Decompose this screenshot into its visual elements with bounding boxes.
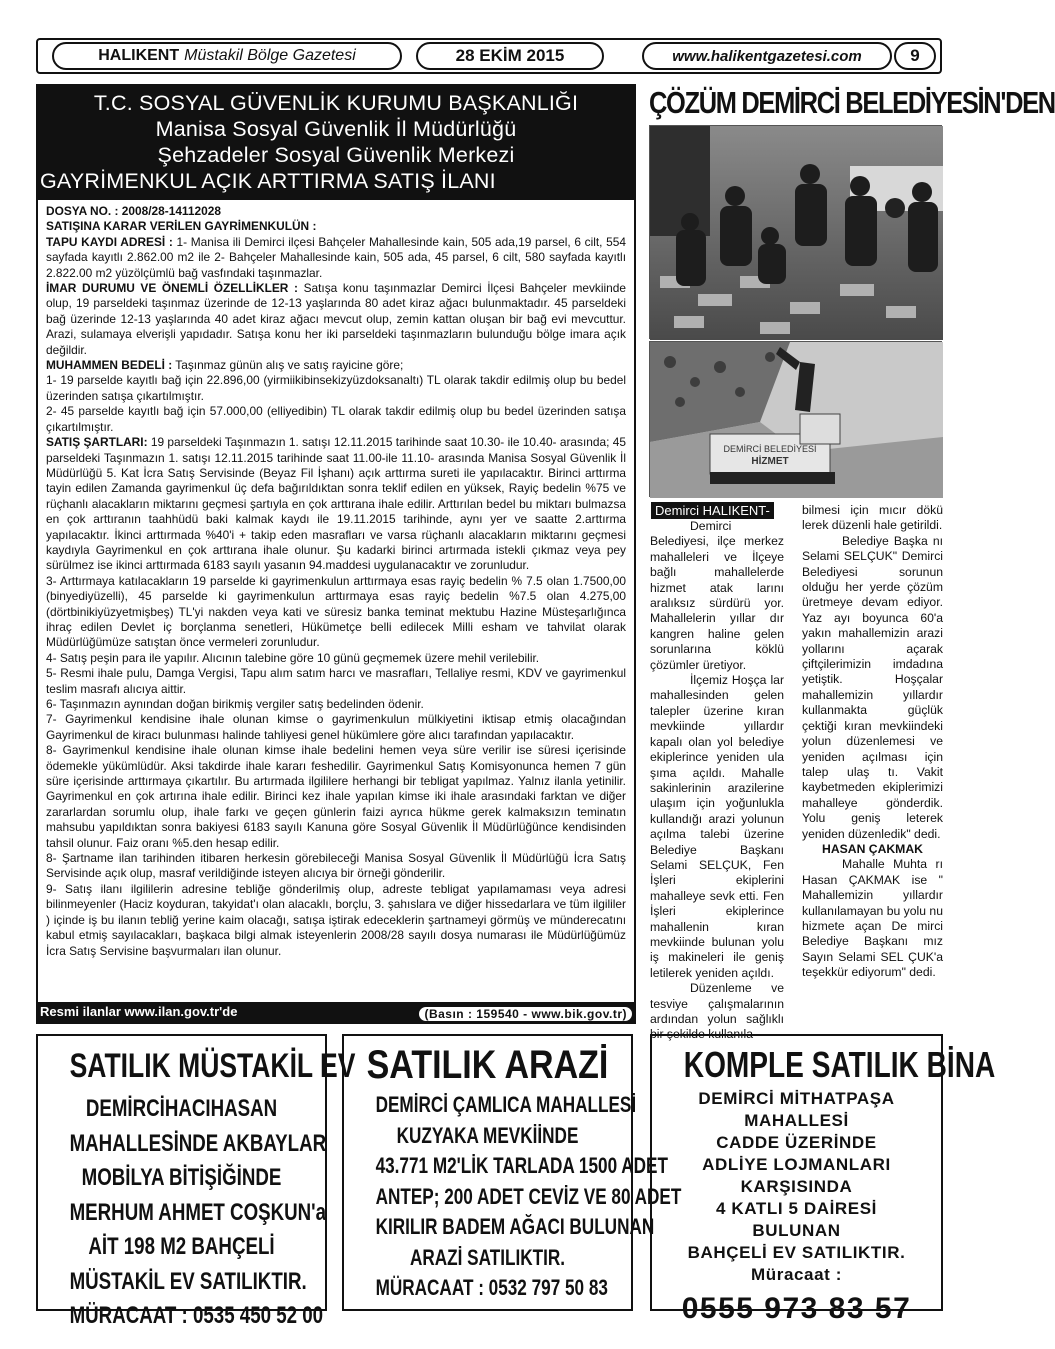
title-line-4: GAYRİMENKUL AÇIK ARTTIRMA SATIŞ İLANI	[40, 169, 496, 193]
ad-line: MERHUM AHMET COŞKUN'a	[69, 1198, 327, 1226]
ad-line: DEMİRCİHACIHASAN	[85, 1095, 278, 1122]
ad-line: Müracaat :	[750, 1265, 843, 1284]
excavator-photo-image	[650, 342, 943, 498]
excavator-sign-2: HİZMET	[751, 456, 789, 467]
ad-house-for-sale	[36, 1034, 356, 1329]
ad-line: ADLİYE LOJMANLARI	[702, 1155, 891, 1174]
condition-item: 8- Şartname ilan tarihinden itibaren herkesin görebileceği Manisa Sosyal Güvenlik İl Müdürlüğü İcra Satış Servisinde açık olup, masraf verildiğinde isteyen alıcıya bir örneği gönderilir.	[46, 851, 626, 881]
news-subheading: HASAN ÇAKMAK	[822, 841, 923, 856]
title-line-1: T.C. SOSYAL GÜVENLİK KURUMU BAŞKANLIĞI	[93, 91, 579, 115]
resmi-ilan-link[interactable]: Resmi ilanlar www.ilan.gov.tr'de	[40, 1004, 238, 1019]
paper-name: HALIKENT	[98, 47, 180, 64]
condition-item: 5- Resmi ihale pulu, Damga Vergisi, Tapu alım satım harcı ve masrafları, Tellaliye resmi, KDV ve gayrimenkul teslim masrafı alıcıya aittir.	[46, 666, 626, 696]
condition-item: 8- Gayrimenkul kendisine ihale olunan kimse ihale bedelini hemen veya süre verilir ise süresi içerisinde ödemekle yükümlüdür. Aksi takdirde ihale kararı feshedilir. Gayrimenkul Satış Komisyonunca hemen 7 gün süre içerisinde arttırmaya çıkartılır. Bu artırmada ilgililere herhangi bir tebligat yapılmaz. Yalnız ilanla yetinilir. Gayrimenkul en çok artırına ihale edilir. Birinci kez ihale yapılan kimse iki ihale arasındaki farktan ve diğer zararlardan sorumlu olup, ihale farkı ve geçen günlerin faizi ayrıca hükme gerek kalmaksızın teminatın mahsubu yapıldıktan sonra bakiyesi 6183 sayılı Kanuna göre Sosyal Güvenlik İl Müdürlüğünce kendisinden tahsil olunur. Faiz oranı %5.den hesap edilir.	[46, 743, 626, 850]
ad-line: BULUNAN	[752, 1221, 841, 1240]
ad-contact: MÜRACAAT : 0535 450 52 00	[69, 1302, 324, 1329]
condition-item: 7- Gayrimenkul kendisine ihale olunan kimse o gayrimenkulun mülkiyetini iktisap etmiş olacağından Gayrimenkul de kiracı bulunması halinde tahliyesi genel hükümlere göre alıcı tarafından yapılacaktır.	[46, 712, 626, 742]
bedel-item-1: 1- 19 parselde kayıtlı bağ için 22.896,00 (yirmiikibinsekizyüzdoksanaltı) TL olarak takdir edilmiş olup bu bedel üzerinden satışa çıkartılmıştır.	[46, 373, 626, 403]
imar-paragraph: İMAR DURUMU VE ÖNEMLİ ÖZELLİKLER : Satışa konu taşınmazlar Demirci İlçesi Bahçeler mevkiinde olup, 19 parseldeki taşınmaz üzerinde de 12-13 yaşlarında 80 adet kiraz ağacı bulunmaktadır. 45 parseldeki bağ üzerinde 12-13 yaşlarında 40 adet kiraz ağacı mevcut olup, zemin kattan oluşan bir bağ evi mevcuttur. Arazi, sulamaya elverişli yapıdadır. Satışa konu her iki parseldeki taşınmazların bulunduğu bölge imara açık değildir.	[46, 281, 626, 357]
news-photo-workers	[649, 125, 942, 339]
ad-line: MAHALLESİ	[744, 1111, 849, 1130]
page-number: 9	[894, 42, 936, 70]
ad-line: ANTEP; 200 ADET CEVİZ VE 80 ADET	[375, 1183, 682, 1209]
ad-line: MAHALLESİNDE AKBAYLAR	[69, 1129, 327, 1157]
ad-line: MÜSTAKİL EV SATILIKTIR.	[69, 1267, 307, 1295]
condition-item: 9- Satış ilanı ilgililerin adresine tebliğe gönderilmiş olup, adreste tebligat yapılamaması veya adresi bilinmeyenler (Haciz koyduran, takyidat'ı olan alacaklı, borçlu, 3. şahıslara ve diğer hissedarlara ve tüm ilgililer ) içinde iş bu ilanın tebliğ yerine kaim olacağı, satışa iştirak edeceklerin şartnameyi görmüş ve münderecatını kabul etmiş sayılacakları, başkaca bilgi almak isteyenlerin 2008/28 sayılı dosya numarası ile Müdürlüğümüz İcra Satış Servisine başvurmaları ilan olunur.	[46, 881, 626, 958]
ad-phone: 0555 973 83 57	[681, 1292, 912, 1325]
news-paragraph: Demirci Belediyesi, ilçe merkez mahalleleri ve İlçeye bağlı mahallelerde hizmet atak larını aralıksız sürdürü yor. Mahallelerin yıllar dır kangren haline gelen sorunlarına köklü çözümler üretiyor.	[650, 519, 784, 672]
announcement-title	[38, 86, 634, 200]
ad-line: KIRILIR BADEM AĞACI BULUNAN	[375, 1214, 655, 1239]
ad-title: SATILIK MÜSTAKİL EV	[69, 1047, 356, 1085]
ad-line: DEMİRCİ MİTHATPAŞA	[698, 1089, 895, 1108]
sart-paragraph: SATIŞ ŞARTLARI: 19 parseldeki Taşınmazın 1. satışı 12.11.2015 tarihinde saat 10.30- ile 10.40- arasında; 45 parseldeki Taşınmazın 1. satışı 12.11.2015 tarihinde saat 11.00-ile 11.10- arasında Manisa Sosyal Güvenlik İl Müdürlüğü 5. Kat İcra Satış Servisinde (Beyaz Fil İşhanı) açık arttırma sureti ile yapılacaktır. Birinci arttırma tayin edilen Zamanda gayrimenkul üç defa bağırıldıktan sonra teklif edilen en yüksek, Rayiç bedelin %75 ve rüçhanlı alacakların miktarını geçmesi şartıyla en çok arttırana ihale edilir. Arttırılan bedel bu miktarı bulmazsa en çok arttıranın taahhüdü baki kalmak kaydı ile 19.11.2015 tarihinde, aynı yer ve saatte 2.arttırma yapılacaktır. İkinci arttırmada %40'i + takip eden masrafları ve varsa rüçhanlı alacakların miktarını geçmesi kaydıyla Gayrimenkul en çok arttırana ihale olunur. Şu kadarki birinci artırmada istekli çıkmaz veya pey sürülmez ise ikinci arttırmada 6183 sayılı yasanın 94.maddesi uygulanacaktır ve zorunludur.	[46, 435, 626, 573]
announcement-body	[38, 200, 634, 959]
ad-line: MOBİLYA BİTİŞİĞİNDE	[81, 1164, 282, 1191]
ad-title: SATILIK ARAZİ	[366, 1043, 609, 1087]
bedel-item-2: 2- 45 parselde kayıtlı bağ için 57.000,00 (elliyedibin) TL olarak takdir edilmiş olup bu bedel üzerinden satışa çıkartılmıştır.	[46, 404, 626, 434]
website-link[interactable]: www.halikentgazetesi.com	[642, 42, 892, 70]
title-line-3: Şehzadeler Sosyal Güvenlik Merkezi	[157, 143, 515, 167]
paper-subtitle: Müstakil Bölge Gazetesi	[184, 47, 356, 64]
news-paragraph: Düzenleme ve tesviye çalışmalarının ardından yolun sağlıklı bir şekilde kullanıla-	[650, 981, 784, 1042]
ad-line: 4 KATLI 5 DAİRESİ	[715, 1199, 878, 1218]
newspaper-header	[36, 38, 942, 74]
auction-announcement	[36, 84, 636, 1024]
masthead	[52, 42, 402, 70]
karar-label: SATIŞINA KARAR VERİLEN GAYRİMENKULÜN :	[46, 219, 317, 234]
news-caption: Demirci HALIKENT-	[651, 502, 774, 519]
basin-id: (Basın : 159540 - www.bik.gov.tr)	[417, 1005, 634, 1023]
ad-line: BAHÇELİ EV SATILIKTIR.	[687, 1243, 906, 1262]
news-column-1	[650, 519, 784, 1043]
ad-line: KARŞISINDA	[740, 1177, 853, 1196]
ad-line: ARAZİ SATILIKTIR.	[409, 1244, 566, 1270]
ad-land-for-sale	[342, 1034, 682, 1311]
news-column-2	[802, 503, 943, 981]
announcement-footer	[36, 1002, 636, 1024]
excavator-sign: DEMİRCİ BELEDİYESİ	[723, 444, 817, 454]
workers-photo-image	[650, 126, 943, 340]
news-paragraph: bilmesi için mıcır dökü lerek düzenli hale getirildi.	[802, 503, 943, 533]
bedel-paragraph: MUHAMMEN BEDELİ : Taşınmaz günün alış ve satış rayicine göre;	[46, 358, 404, 373]
ad-contact: MÜRACAAT : 0532 797 50 83	[375, 1275, 608, 1300]
news-headline: ÇÖZÜM DEMİRCİ BELEDİYESİN'DEN	[649, 85, 1055, 120]
ad-line: AİT 198 M2 BAHÇELİ	[88, 1233, 275, 1260]
title-line-2: Manisa Sosyal Güvenlik İl Müdürlüğü	[155, 117, 517, 141]
condition-item: 6- Taşınmazın aynından doğan birikmiş vergiler satış bedelinden ödenir.	[46, 697, 424, 711]
ad-line: KUZYAKA MEVKİİNDE	[396, 1122, 579, 1148]
ad-building-for-sale	[650, 1034, 996, 1325]
dosya-no: DOSYA NO. : 2008/28-14112028	[46, 204, 221, 218]
condition-item: 4- Satış peşin para ile yapılır. Alıcının talebine göre 10 günü geçmemek üzere mehil verilebilir.	[46, 650, 540, 665]
ad-line: 43.771 M2'LİK TARLADA 1500 ADET	[375, 1153, 668, 1178]
ad-line: DEMİRCİ ÇAMLICA MAHALLESİ	[375, 1092, 637, 1117]
condition-item: 3- Arttırmaya katılacakların 19 parselde ki gayrimenkulun arttırmaya esas rayiç bedelin % 7.5 olan 1.7500,00 (binyediyüzelli), 45 parselde ki gayrimenkulun arttırmaya esas rayiç bedelin %7.5 olan 4.275,00 (dörtbinikiyüzyetmişbeş) TL'yi nakden veya kati ve süresiz banka teminat mektubu Hazine Müsteşarlığınca ihraç edilen Devlet iç borçlanma senetleri, Hükümetçe belli edilecek Milli esham ve tahvilat olarak Müdürlüğümüze satıştan önce vermeleri zorunludur.	[46, 573, 626, 650]
tapu-paragraph: TAPU KAYDI ADRESİ : 1- Manisa ili Demirci ilçesi Bahçeler Mahallesinde kain, 505 ada,19 parsel, 6 cilt, 554 sayfada kayıtlı 2.862.00 m2 ile 2- Bahçeler Mahallesinde kain, 505 ada, 45 parsel, 6 cilt, 580 sayfada kayıtlı 2.822.00 m2 yüzölçümlü bağ vasfındaki taşınmazlar.	[46, 234, 626, 280]
ad-title: KOMPLE SATILIK BİNA	[683, 1044, 996, 1085]
news-paragraph: İlçemiz Hoşça lar mahallesinden gelen talepler üzerine kıran mevkiinde yıllardır kapalı olan yol belediye ekiplerince yeniden ula şıma açıldı. Mahalle sakinlerinin arazilerine ulaşım için yoğunlukla kullandığı arazi yolunun açılma talebi üzerine Belediye Başkanı Selami SELÇUK, Fen İşleri ekiplerini mahalleye sevk etti. Fen İşleri ekiplerince mahallenin kıran mevkiinde bulunan yolu iş makineleri ile geniş letilerek yeniden açıldı.	[650, 673, 784, 980]
ad-line: CADDE ÜZERİNDE	[716, 1133, 877, 1152]
news-paragraph: Mahalle Muhta rı Hasan ÇAKMAK ise " Mahallemizin yıllardır kullanılamayan bu yolu nu hizmete açan De mirci Belediye Başkanı mız Sayın Selami SEL ÇUK'a teşekkür ediyorum" dedi.	[802, 857, 943, 980]
news-paragraph: Belediye Başka nı Selami SELÇUK" Demirci Belediyesi sorunun olduğu her yerde çözüm üretmeye devam ediyor. Yaz ayı boyunca 60'a yakın mahallemizin arazi yollarını açarak çiftçilerimizin imdadına yetiştik. Hoşçalar mahallemizin yıllardır kullanmakta güçlük çektiği kıran mevkiindeki yolun düzenlemesi ve yeniden açılması için talep ulaş tı. Vakit kaybetmeden ekiplerimizi mahalleye gönderdik. Yolu geniş leterek yeniden düzenledik" dedi.	[802, 533, 943, 841]
news-photo-excavator	[649, 341, 942, 497]
issue-date: 28 EKİM 2015	[416, 42, 604, 70]
